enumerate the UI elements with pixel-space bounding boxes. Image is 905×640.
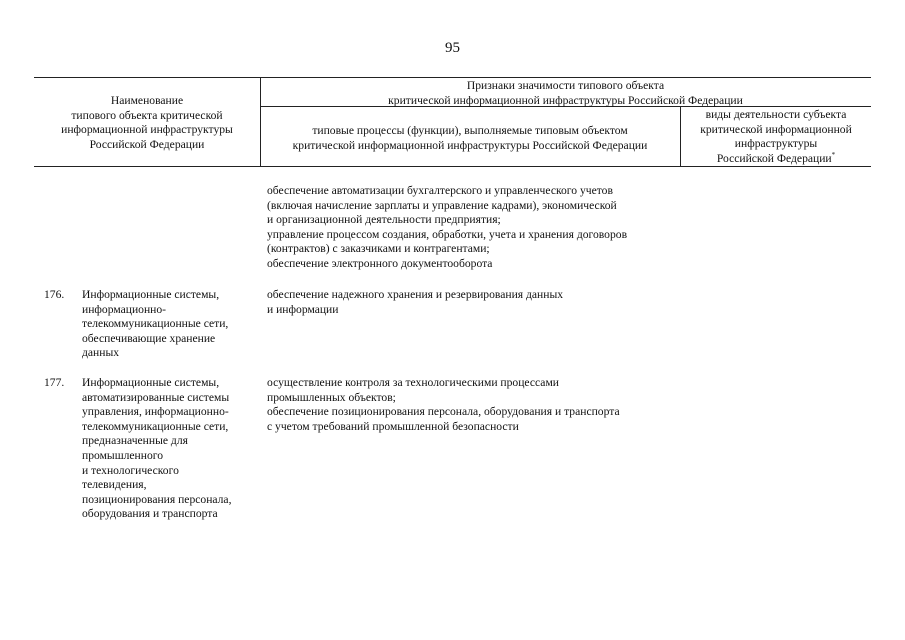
table-header-divider [260, 77, 261, 167]
row-name: Информационные системы, информационно- телекоммуникационные сети, обеспечивающие хранение данных [82, 288, 229, 360]
row-processes: обеспечение надежного хранения и резервирования данных и информации [267, 288, 564, 316]
header-group-title: Признаки значимости типового объекта критической информационной инфраструктуры Российской Федерации [388, 79, 743, 107]
header-col-activities-text: виды деятельности субъекта критической информационной инфраструктуры Российской Федерации [700, 108, 852, 165]
header-col-processes: типовые процессы (функции), выполняемые типовым объектом критической информационной инфраструктуры Российской Федерации [292, 124, 648, 152]
row-number: 177. [44, 376, 65, 389]
header-col-activities [682, 108, 870, 166]
header-col-name: Наименование типового объекта критической информационной инфраструктуры Российской Федерации [61, 94, 233, 151]
footnote-mark: * [831, 150, 836, 159]
row-processes: обеспечение автоматизации бухгалтерского и управленческого учетов (включая начисление зарплаты и управление кадрами), экономической и организационной деятельности предприятия; управление процессом создания, обработки, учета и хранения договоров (контрактов) с заказчиками и контрагентами; обеспечение электронного документооборота [267, 184, 628, 270]
row-processes: осуществление контроля за технологическими процессами промышленных объектов; обеспечение позиционирования персонала, оборудования и транспорта с учетом требований промышленной безопасности [267, 376, 620, 433]
table-subheader-divider [680, 106, 681, 167]
row-number: 176. [44, 288, 65, 301]
table-top-rule [34, 77, 871, 78]
row-name: Информационные системы, автоматизированные системы управления, информационно- телекоммуникационные сети, предназначенные для промышленного и технологического телевидения, позиционирования персонала, оборудования и транспорта [82, 376, 232, 521]
page-number: 95 [445, 40, 460, 56]
